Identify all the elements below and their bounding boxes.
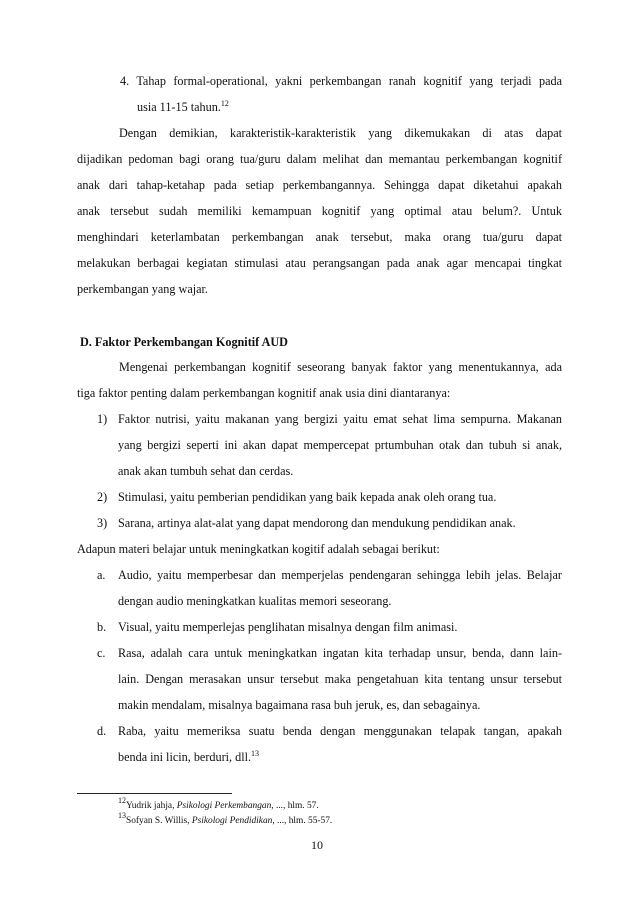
paragraph-line: Dengan demikian, karakteristik-karakteristik yang dikemukakan di atas dapat bbox=[119, 126, 562, 140]
list-item-line: yang bergizi seperti ini akan dapat mempercepat prtumbuhan otak dan tubuh si anak, bbox=[118, 438, 562, 452]
footnote-pages: ..., hlm. 57. bbox=[273, 801, 319, 811]
footnote-separator bbox=[77, 793, 232, 794]
footnote-title: Psikologi Pendidikan, bbox=[191, 816, 275, 826]
list-number: 3) bbox=[97, 516, 108, 530]
list-item-line: Raba, yaitu memeriksa suatu benda dengan menggunakan telapak tangan, apakah bbox=[118, 724, 562, 738]
list-item-line: Sarana, artinya alat-alat yang dapat mendorong dan mendukung pendidikan anak. bbox=[118, 516, 516, 530]
paragraph-line: Mengenai perkembangan kognitif seseorang banyak faktor yang menentukannya, ada bbox=[119, 360, 562, 374]
list-item-4-cont bbox=[137, 99, 229, 115]
page-number: 10 bbox=[311, 838, 323, 852]
footnote-author: Yudrik jahja, bbox=[126, 801, 177, 811]
paragraph-line: tiga faktor penting dalam perkembangan kognitif anak usia dini diantaranya: bbox=[77, 386, 451, 400]
paragraph-line: Adapun materi belajar untuk meningkatkan kogitif adalah sebagai berikut: bbox=[77, 542, 440, 556]
list-letter: a. bbox=[97, 568, 106, 582]
paragraph-line: dijadikan pedoman bagi orang tua/guru dalam melihat dan memantau perkembangan kognitif bbox=[77, 152, 562, 166]
footnote-number: 13 bbox=[118, 811, 126, 820]
list-letter: d. bbox=[97, 724, 107, 738]
footnote-ref: 13 bbox=[251, 749, 260, 758]
paragraph-line: melakukan berbagai kegiatan stimulasi atau perangsangan pada anak agar mencapai tingkat bbox=[77, 256, 562, 270]
footnote-12 bbox=[118, 796, 319, 812]
list-item-line: Stimulasi, yaitu pemberian pendidikan yang baik kepada anak oleh orang tua. bbox=[118, 490, 497, 504]
text-line: 4. Tahap formal-operational, yakni perkembangan ranah kognitif yang terjadi pada bbox=[120, 74, 562, 88]
footnote-title: Psikologi Perkembangan, bbox=[176, 801, 274, 811]
list-item-line: anak akan tumbuh sehat dan cerdas. bbox=[118, 464, 294, 478]
list-letter: c. bbox=[97, 646, 106, 660]
footnote-author: Sofyan S. Willis, bbox=[126, 816, 192, 826]
list-letter: b. bbox=[97, 620, 107, 634]
footnote-13 bbox=[118, 811, 333, 827]
list-item-line: Visual, yaitu memperlejas penglihatan misalnya dengan film animasi. bbox=[118, 620, 458, 634]
footnote-number: 12 bbox=[118, 796, 126, 805]
list-number: 1) bbox=[97, 412, 108, 426]
list-item-line: makin mendalam, misalnya bagaimana rasa buh jeruk, es, dan sebagainya. bbox=[118, 698, 481, 712]
text-line: benda ini licin, berduri, dll. bbox=[118, 750, 252, 764]
paragraph-line: perkembangan yang wajar. bbox=[77, 282, 208, 296]
list-item-4 bbox=[120, 73, 562, 89]
section-heading: D. Faktor Perkembangan Kognitif AUD bbox=[80, 335, 288, 349]
paragraph-line: menghindari keterlambatan perkembangan anak tersebut, maka orang tua/guru dapat bbox=[77, 230, 562, 244]
list-item-line: Faktor nutrisi, yaitu makanan yang bergizi yaitu emat sehat lima sempurna. Makanan bbox=[118, 412, 562, 426]
footnote-pages: ..., hlm. 55-57. bbox=[274, 816, 333, 826]
list-item-line bbox=[118, 749, 259, 765]
list-item-line: lain. Dengan merasakan unsur tersebut maka pengetahuan kita tentang unsur tersebut bbox=[118, 672, 562, 686]
footnote-ref: 12 bbox=[220, 99, 229, 108]
list-item-line: Audio, yaitu memperbesar dan memperjelas pendengaran sehingga lebih jelas. Belajar bbox=[118, 568, 562, 582]
paragraph-line: anak dari tahap-ketahap pada setiap perkembangannya. Sehingga dapat diketahui apakah bbox=[77, 178, 562, 192]
list-number: 2) bbox=[97, 490, 108, 504]
text-line: usia 11-15 tahun. bbox=[137, 100, 221, 114]
list-item-line: Rasa, adalah cara untuk meningkatkan ingatan kita terhadap unsur, benda, dann lain- bbox=[118, 646, 562, 660]
paragraph-line: anak tersebut sudah memiliki kemampuan kognitif yang optimal atau belum?. Untuk bbox=[77, 204, 562, 218]
list-item-line: dengan audio meningkatkan kualitas memori seseorang. bbox=[118, 594, 392, 608]
